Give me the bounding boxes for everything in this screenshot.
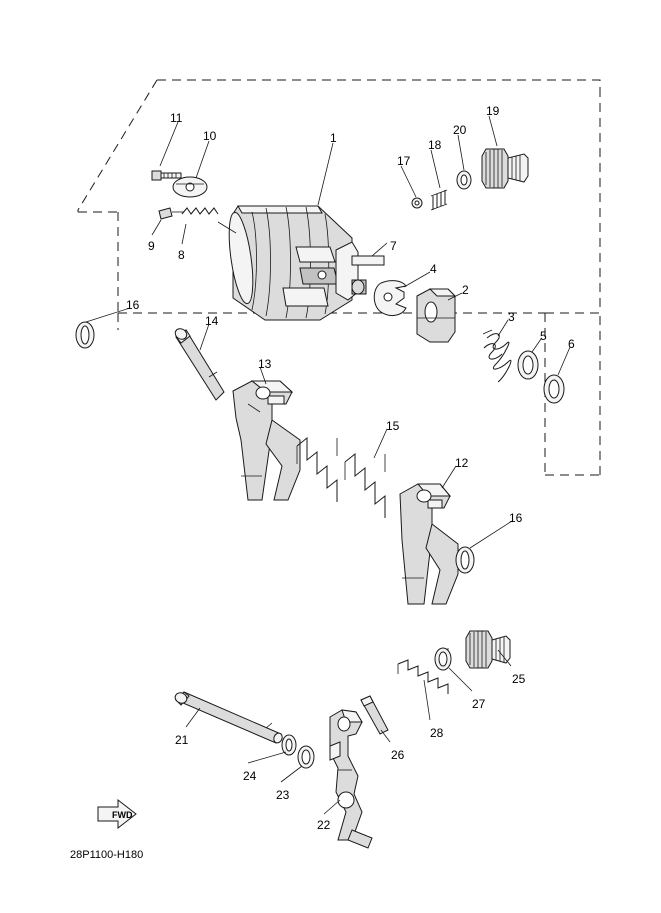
part-washer-6 (544, 375, 564, 403)
callout-16-left: 16 (126, 298, 140, 312)
callout-2: 2 (462, 283, 469, 297)
callout-15: 15 (386, 419, 400, 433)
callout-22: 22 (317, 818, 331, 832)
callout-5: 5 (540, 329, 547, 343)
part-stopper-plate (173, 177, 207, 197)
part-washer-27 (435, 648, 451, 670)
callout-1: 1 (330, 131, 337, 145)
part-bolt-25 (466, 631, 510, 668)
callout-10: 10 (203, 129, 217, 143)
callout-16-right: 16 (509, 511, 523, 525)
callout-14: 14 (205, 314, 219, 328)
part-washer-24 (282, 735, 296, 755)
callout-17: 17 (397, 154, 411, 168)
callout-26: 26 (391, 748, 405, 762)
part-pin-26 (361, 696, 388, 734)
part-spring-15b (345, 454, 385, 518)
diagram-part-code: 28P1100-H180 (70, 849, 144, 861)
part-washer-23 (298, 746, 314, 768)
part-circlip-16-right (456, 547, 474, 573)
callout-13: 13 (258, 357, 272, 371)
part-collar-2 (417, 289, 455, 342)
part-washer-5 (518, 351, 538, 379)
callout-27: 27 (472, 697, 486, 711)
callout-12: 12 (455, 456, 469, 470)
part-detent-pin-9 (159, 208, 184, 219)
part-circlip-16-left (76, 322, 94, 348)
callout-23: 23 (276, 788, 290, 802)
callout-24: 24 (243, 769, 257, 783)
part-spring-15a (297, 438, 337, 502)
callout-19: 19 (486, 104, 500, 118)
part-washer-20 (457, 171, 471, 189)
part-washer-17 (412, 198, 422, 208)
callout-25: 25 (512, 672, 526, 686)
part-segment-plate-4 (374, 281, 406, 316)
fwd-direction-label: FWD (112, 810, 133, 820)
part-guide-bar-14 (173, 327, 224, 400)
part-bolt-11 (152, 171, 181, 180)
callout-6: 6 (568, 337, 575, 351)
part-shift-drum (225, 206, 384, 320)
callout-11: 11 (170, 111, 183, 125)
callout-7: 7 (390, 239, 397, 253)
callout-21: 21 (175, 733, 189, 747)
part-spring-18 (431, 190, 447, 210)
part-bolt-19 (482, 149, 528, 188)
part-spring-8 (182, 208, 236, 233)
part-shift-arm-22 (330, 710, 372, 848)
callout-20: 20 (453, 123, 467, 137)
callout-9: 9 (148, 239, 155, 253)
part-spring-3 (483, 330, 511, 382)
callout-8: 8 (178, 248, 185, 262)
part-shaft-21 (173, 691, 283, 747)
part-shift-fork-12 (400, 484, 458, 604)
callout-3: 3 (508, 310, 515, 324)
callout-4: 4 (430, 262, 437, 276)
part-shift-fork-13 (233, 381, 300, 500)
callout-28: 28 (430, 726, 444, 740)
callout-18: 18 (428, 138, 442, 152)
